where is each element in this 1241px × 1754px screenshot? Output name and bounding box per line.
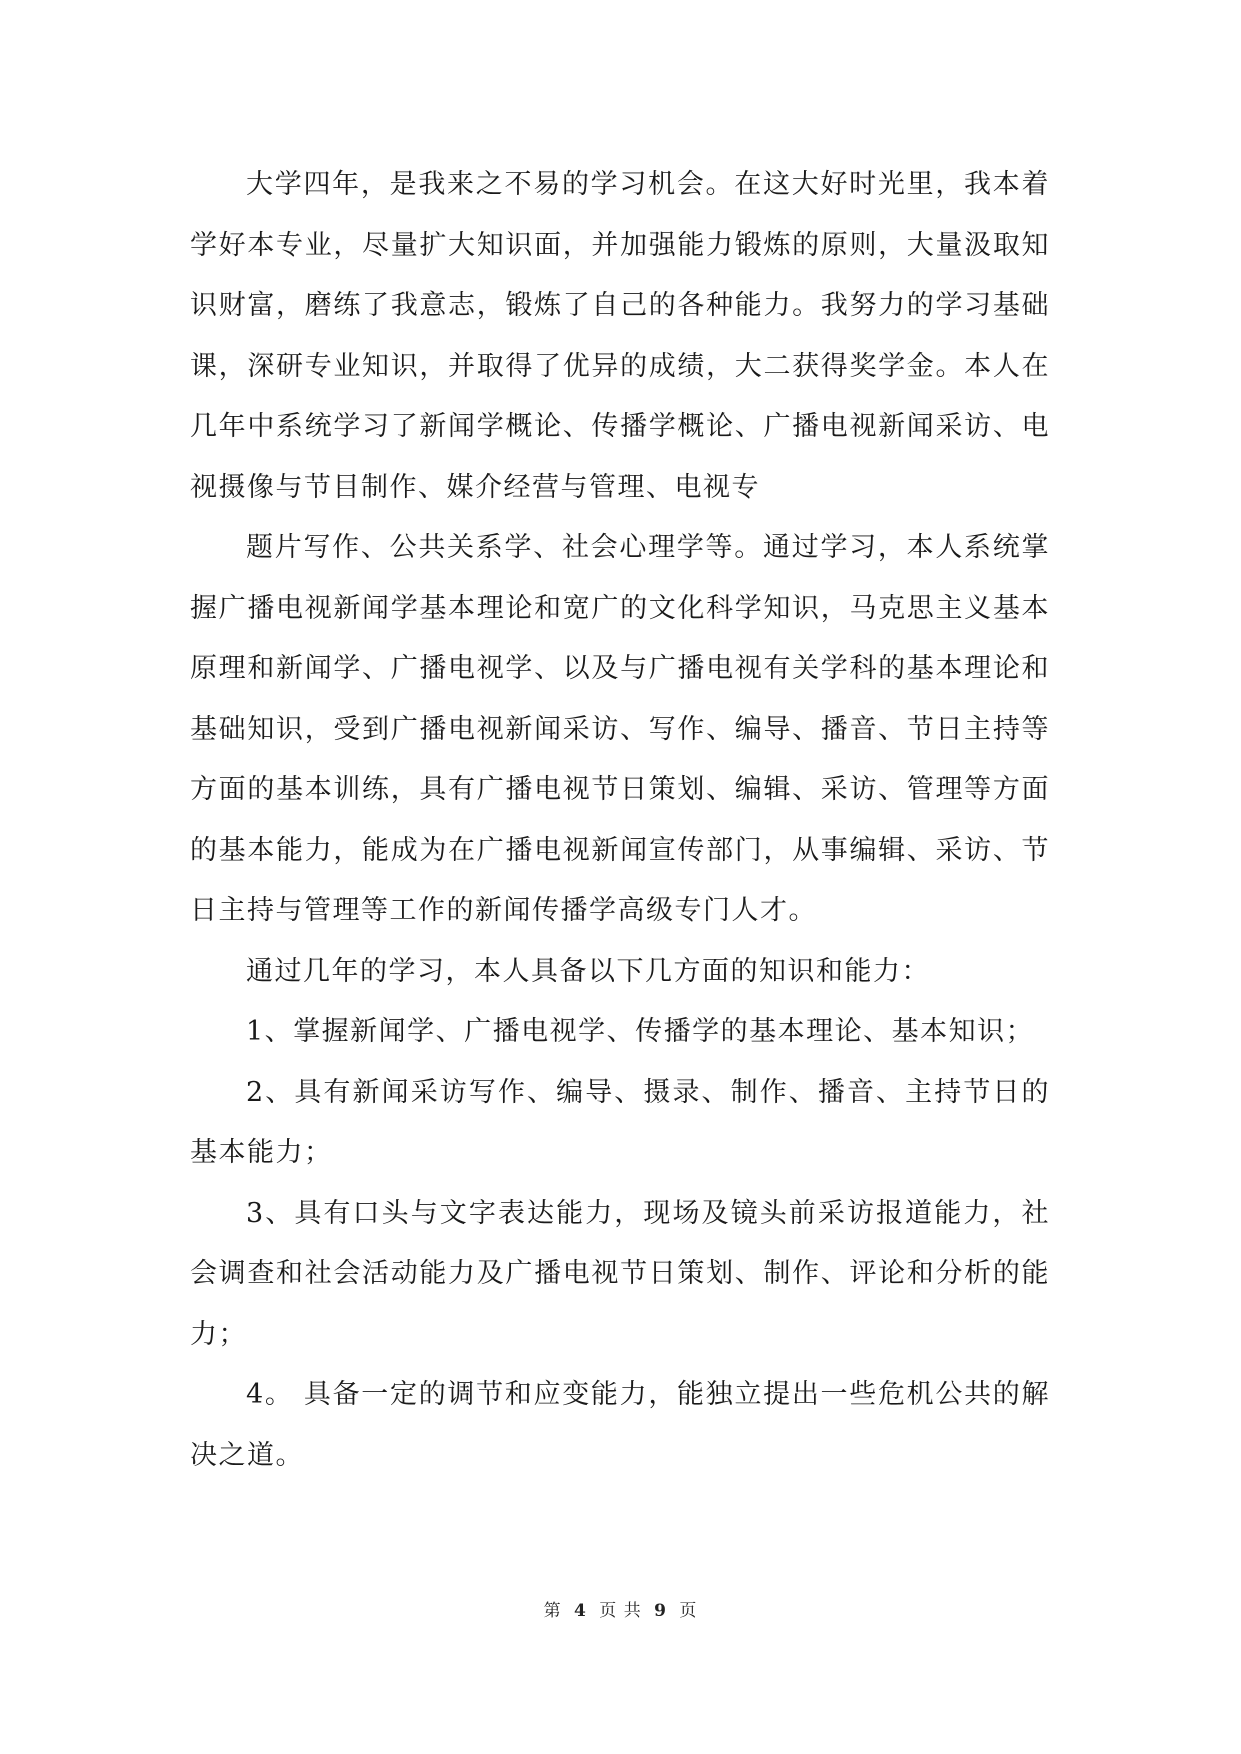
list-item-3: 3、具有口头与文字表达能力，现场及镜头前采访报道能力，社会调查和社会活动能力及广播电视节日策划、制作、评论和分析的能力；	[190, 1197, 1050, 1350]
document-body	[190, 155, 1050, 1486]
footer-total-pages: 9	[654, 1601, 667, 1621]
footer-suffix: 页	[679, 1601, 698, 1621]
footer-prefix: 第	[543, 1601, 562, 1621]
list-item-4: 4。 具备一定的调节和应变能力，能独立提出一些危机公共的解决之道。	[190, 1379, 1050, 1471]
paragraph-abilities-lead: 通过几年的学习，本人具备以下几方面的知识和能力：	[246, 955, 930, 987]
paragraph-intro: 大学四年，是我来之不易的学习机会。在这大好时光里，我本着学好本专业，尽量扩大知识面，并加强能力锻炼的原则，大量汲取知识财富，磨练了我意志，锻炼了自己的各种能力。我努力的学习基础课，深研专业知识，并取得了优异的成绩，大二获得奖学金。本人在几年中系统学习了新闻学概论、传播学概论、广播电视新闻采访、电视摄像与节目制作、媒介经营与管理、电视专	[190, 169, 1050, 503]
paragraph-courses: 题片写作、公共关系学、社会心理学等。通过学习，本人系统掌握广播电视新闻学基本理论和宽广的文化科学知识，马克思主义基本原理和新闻学、广播电视学、以及与广播电视有关学科的基本理论和基础知识，受到广播电视新闻采访、写作、编导、播音、节日主持等方面的基本训练，具有广播电视节日策划、编辑、采访、管理等方面的基本能力，能成为在广播电视新闻宣传部门，从事编辑、采访、节日主持与管理等工作的新闻传播学高级专门人才。	[190, 532, 1050, 926]
list-item-1: 1、掌握新闻学、广播电视学、传播学的基本理论、基本知识；	[246, 1016, 1035, 1047]
footer-middle: 页 共	[599, 1601, 642, 1621]
page-footer	[0, 1596, 1241, 1621]
list-item-2: 2、具有新闻采访写作、编导、摄录、制作、播音、主持节日的基本能力；	[190, 1076, 1050, 1168]
footer-page-number: 4	[574, 1601, 587, 1621]
